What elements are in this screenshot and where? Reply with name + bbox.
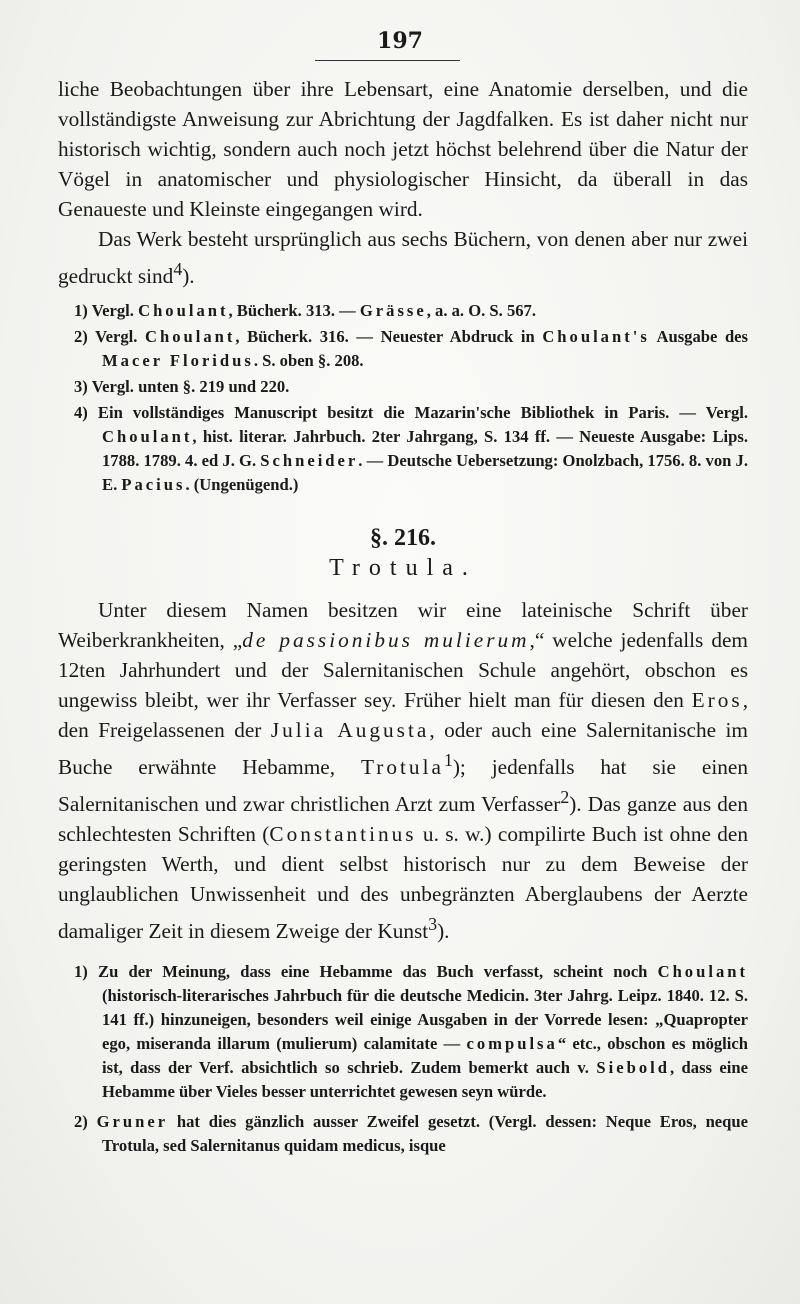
footnote-text: . S. oben §. 208. <box>253 351 364 371</box>
paragraph-text: , oder auch eine Salernitanische im Buche erwähnte Hebamme, <box>58 718 749 780</box>
footnote-text: , Bücherk. 316. — Neuester Abdruck in <box>235 327 543 347</box>
paragraph-work-books <box>58 224 748 291</box>
section-title: Trotula. <box>329 555 477 582</box>
footnote-ref[interactable]: 1 <box>443 750 453 771</box>
person-name: Eros <box>691 688 743 713</box>
footnote-text: , hist. literar. Jahrbuch. 2ter Jahrgang, S. 134 ff. — Neueste Ausgabe: Lips. 1788. 1789. 4. ed J. G. <box>102 427 748 471</box>
author-name: Pacius <box>121 475 186 495</box>
author-name: Schneider <box>260 451 359 471</box>
footnote-number: 2) <box>74 327 88 347</box>
section-number: §. 216. <box>370 525 436 552</box>
author-name: Choulant <box>657 962 748 982</box>
paragraph-continuation: liche Beobachtungen über ihre Lebensart, eine Anatomie derselben, und die vollständigste Anweisung zur Abrichtung der Jagdfalken. Es ist daher nicht nur historisch wichtig, sondern auch noch jetzt höchst belehrend über die Natur der Vögel in anatomischer und physiologischer Hinsicht, da überall in das Genaueste und Kleinste eingegangen wird. <box>58 77 748 221</box>
footnote-number: 2) <box>74 1112 88 1132</box>
work-title: Macer Floridus <box>102 351 254 371</box>
page-number: 197 <box>377 28 423 54</box>
footnote-text: Ein vollständiges Manuscript besitzt die Mazarin'sche Bibliothek in Paris. — Vergl. <box>97 403 748 423</box>
footnote-number: 1) <box>74 962 88 982</box>
author-name: Siebold <box>596 1058 670 1078</box>
person-name: Trotula <box>361 755 444 780</box>
footnote-text: (historisch-literarisches Jahrbuch für die deutsche Medicin. 3ter Jahrg. Leipz. 1840. 12. S. 141 ff.) hinzuneigen, besonders weil einige Ausgaben in der Vorrede lesen: „Quapropter ego, miseranda illarum (mulierum) calamitate — <box>102 986 748 1054</box>
footnote-ref[interactable]: 4 <box>173 259 183 279</box>
footnote-text: Vergl. <box>95 327 138 347</box>
footnote-number: 4) <box>74 403 88 423</box>
person-name: Julia Augusta <box>270 718 430 743</box>
paragraph-text: u. s. w.) compilirte Buch ist ohne den geringsten Werth, und dient selbst historisch nur zu dem Beweise der unglaublichen Unwissenheit und des unbegränzten Aberglaubens der Aerzte damaliger Zeit in diesem Zweige der Kunst <box>58 822 748 944</box>
author-name: Choulant <box>102 427 193 447</box>
paragraph-trotula <box>58 595 748 946</box>
footnote-ref[interactable]: 3 <box>428 914 438 935</box>
paragraph-text: ). <box>437 919 450 944</box>
footnote-1 <box>58 299 748 323</box>
footnote-text: , a. a. O. S. 567. <box>426 301 536 321</box>
paragraph-text: , den Freigelassenen der <box>58 688 749 743</box>
footnote-2 <box>58 1110 748 1158</box>
author-name: Grässe <box>359 301 427 321</box>
footnote-text: hat dies gänzlich ausser Zweifel gesetzt. (Vergl. dessen: Neque Eros, neque Trotula, sed Salernitanus quidam medicus, isque <box>102 1112 748 1156</box>
paragraph-text: Das Werk besteht ursprünglich aus sechs Büchern, von denen aber nur zwei gedruckt sind <box>58 227 748 289</box>
footnote-ref[interactable]: 2 <box>560 787 570 808</box>
paragraph-text: ); jedenfalls hat sie einen Salernitanischen und zwar christlichen Arzt zum Verfasser <box>58 755 748 817</box>
author-name: Choulant <box>145 327 236 347</box>
person-name: Constantinus <box>269 822 417 847</box>
header-rule <box>315 60 460 61</box>
footnote-number: 3) <box>74 377 88 397</box>
paragraph-text: ). Das ganze aus den schlechtesten Schriften ( <box>58 792 748 847</box>
footnote-3 <box>58 375 748 399</box>
paragraph-text: ,“ welche jedenfalls dem 12ten Jahrhundert und der Salernitanischen Schule angehört, obschon es ungewiss bleibt, wer ihr Verfasser sey. Früher hielt man für diesen den <box>58 628 748 713</box>
footnote-text: . — Deutsche Uebersetzung: Onolzbach, 1756. 8. von J. E. <box>102 451 748 495</box>
paragraph-end: ). <box>182 264 195 289</box>
footnote-number: 1) <box>74 301 88 321</box>
footnote-2 <box>58 325 748 373</box>
footnote-text: Vergl. unten §. 219 und 220. <box>91 377 290 397</box>
paragraph-text: Unter diesem Namen besitzen wir eine lateinische Schrift über Weiberkrankheiten, „ <box>58 598 748 653</box>
footnote-text: Zu der Meinung, dass eine Hebamme das Buch verfasst, scheint noch <box>98 962 648 982</box>
footnotes-section-215 <box>58 299 748 497</box>
author-name: Choulant's <box>542 327 650 347</box>
footnotes-section-216 <box>58 960 748 1158</box>
footnote-text: Ausgabe des <box>649 327 748 347</box>
author-name: Choulant <box>138 301 229 321</box>
author-name: Gruner <box>96 1112 169 1132</box>
footnote-text: , Bücherk. 313. — <box>228 301 360 321</box>
page-content <box>58 74 748 1164</box>
footnote-4 <box>58 401 748 497</box>
footnote-1 <box>58 960 748 1104</box>
footnote-text: , dass eine Hebamme über Vieles besser unterrichtet gewesen seyn würde. <box>102 1058 748 1102</box>
quoted-word: compulsa <box>466 1034 558 1054</box>
footnote-text: . (Ungenügend.) <box>185 475 299 495</box>
footnote-text: “ etc., obschon es möglich ist, dass der Verf. absichtlich so schrieb. Zudem bemerkt auch v. <box>102 1034 748 1078</box>
footnote-text: Vergl. <box>91 301 134 321</box>
work-title: de passionibus mulierum <box>242 628 530 653</box>
